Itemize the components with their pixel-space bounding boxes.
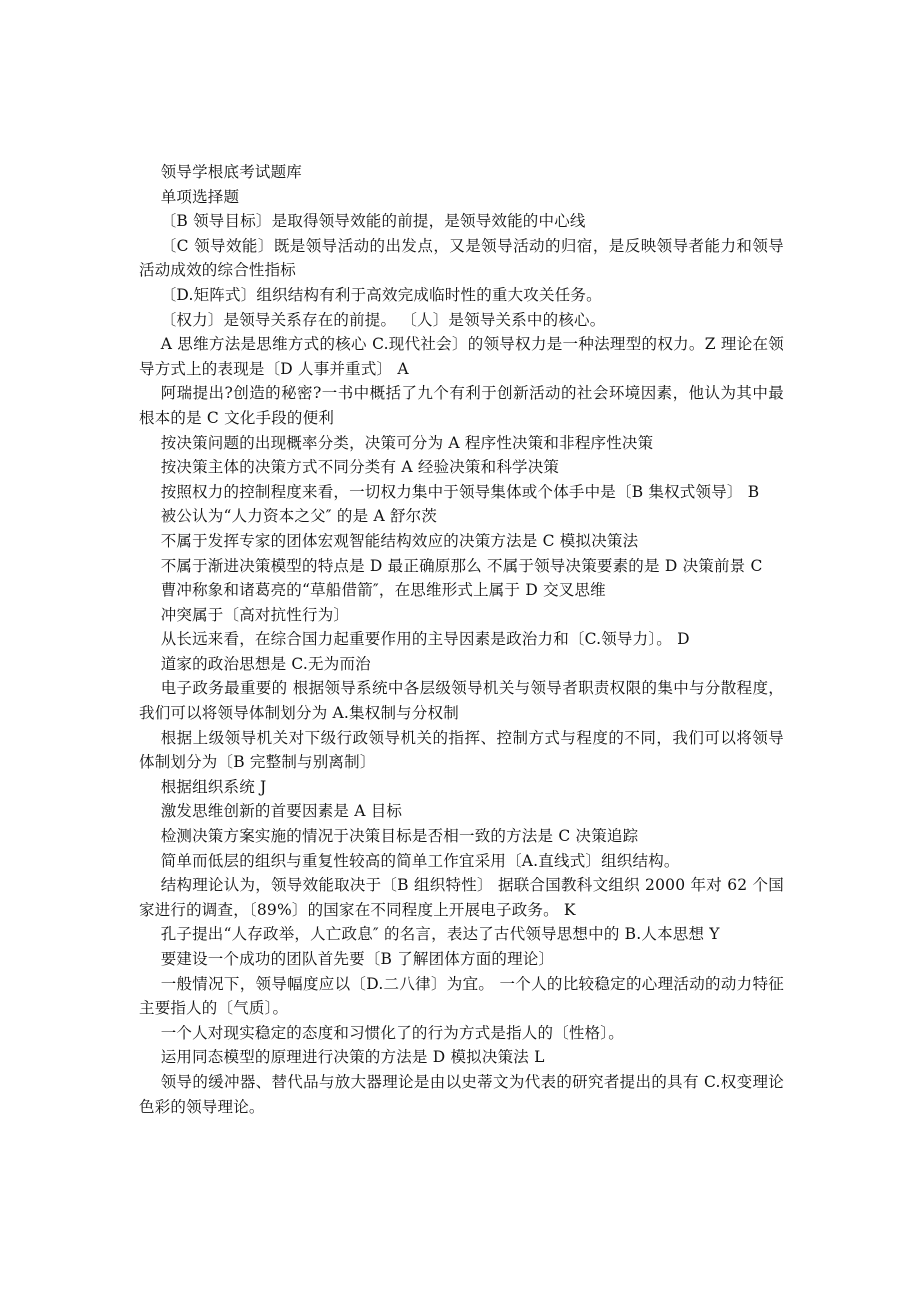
question-item: 根据组织系统 J [160,777,267,796]
document-body [139,160,784,1119]
question-item: 〔C 领导效能〕既是领导活动的出发点，又是领导活动的归宿，是反映领导者能力和领导活动成效的综合性指标 [139,236,784,280]
question-list [139,209,784,1119]
question-item: 不属于发挥专家的团体宏观智能结构效应的决策方法是 C 模拟决策法 [160,531,639,550]
question-item: 孔子提出“人存政举，人亡政息″ 的名言，表达了古代领导思想中的 B.人本思想 Y [160,925,720,944]
question-item: 道家的政治思想是 C.无为而治 [160,654,371,673]
question-item: 〔权力〕是领导关系存在的前提。 〔人〕是领导关系中的核心。 [160,310,606,329]
question-item: 阿瑞提出?创造的秘密?一书中概括了九个有利于创新活动的社会环境因素，他认为其中最根本的是 C 文化手段的便利 [139,384,784,427]
question-item: 检测决策方案实施的情况于决策目标是否相一致的方法是 C 决策追踪 [160,827,639,846]
question-item: 按决策主体的决策方式不同分类有 A 经验决策和科学决策 [160,458,560,477]
question-item: 激发思维创新的首要因素是 A 目标 [160,802,403,821]
question-item: 要建设一个成功的团队首先要〔B 了解团体方面的理论〕 [160,950,555,968]
question-item: 不属于渐进决策模型的特点是 D 最正确原那么 不属于领导决策要素的是 D 决策前景 C [160,556,763,575]
question-item: 运用同态模型的原理进行决策的方法是 D 模拟决策法 L [160,1048,545,1067]
question-item: 按照权力的控制程度来看，一切权力集中于领导集体或个体手中是〔B 集权式领导〕 B [160,482,760,501]
question-item: 〔D.矩阵式〕组织结构有利于高效完成临时性的重大攻关任务。 [160,285,602,304]
question-item: 从长远来看，在综合国力起重要作用的主导因素是政治力和〔C.领导力〕。 D [160,630,690,649]
question-item: 电子政务最重要的 根据领导系统中各层级领导机关与领导者职责权限的集中与分散程度，我们可以将领导体制划分为 A.集权制与分权制 [139,679,784,723]
question-item: 冲突属于〔高对抗性行为〕 [160,605,350,624]
question-item: 领导的缓冲器、替代品与放大器理论是由以史蒂文为代表的研究者提出的具有 C.权变理论色彩的领导理论。 [139,1072,784,1116]
question-item: 被公认为“人力资本之父″ 的是 A 舒尔茨 [160,507,438,526]
question-item: 曹冲称象和诸葛亮的“草船借箭″，在思维形式上属于 D 交叉思维 [160,581,606,600]
question-item: 根据上级领导机关对下级行政领导机关的指挥、控制方式与程度的不同，我们可以将领导体制划分为〔B 完整制与别离制〕 [139,728,784,772]
question-item: 〔B 领导目标〕是取得领导效能的前提，是领导效能的中心线 [160,212,586,231]
question-item: A 思维方法是思维方式的核心 C.现代社会〕的领导权力是一种法理型的权力。Z 理论在领导方式上的表现是〔D 人事并重式〕 A [139,335,784,378]
section-heading: 单项选择题 [160,187,240,206]
document-title: 领导学根底考试题库 [160,163,302,181]
question-item: 结构理论认为，领导效能取决于〔B 组织特性〕 据联合国教科文组织 2000 年对 62 个国家进行的调查，〔89%〕的国家在不同程度上开展电子政务。 K [139,876,784,919]
question-item: 一般情况下，领导幅度应以〔D.二八律〕为宜。 一个人的比较稳定的心理活动的动力特征主要指人的〔气质〕。 [139,974,784,1018]
question-item: 简单而低层的组织与重复性较高的简单工作宜采用〔A.直线式〕组织结构。 [160,851,680,870]
question-item: 按决策问题的出现概率分类，决策可分为 A 程序性决策和非程序性决策 [160,433,654,452]
question-item: 一个人对现实稳定的态度和习惯化了的行为方式是指人的〔性格〕。 [160,1023,624,1042]
